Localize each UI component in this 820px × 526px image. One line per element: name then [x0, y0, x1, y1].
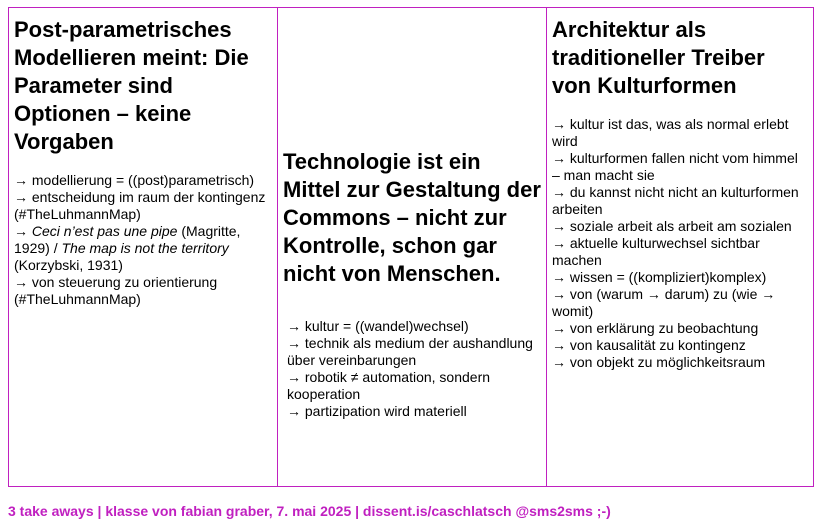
list-item: → kultur ist das, was als normal erlebt wird: [552, 116, 789, 149]
list-item: → technik als medium der aushandlung über vereinbarungen: [287, 335, 533, 368]
column-1: [9, 8, 278, 486]
column-heading: Post-parametrisches Modellieren meint: Die Parameter sind Optionen – keine Vorgaben: [14, 17, 249, 154]
list-item: → von objekt zu möglichkeitsraum: [552, 354, 766, 370]
footer-credits: 3 take aways | klasse von fabian graber, 7. mai 2025 | dissent.is/caschlatsch @sms2sms ;-): [8, 503, 611, 519]
list-item: → von steuerung zu orientierung (#TheLuhmannMap): [14, 274, 218, 307]
list-item: → partizipation wird materiell: [287, 403, 467, 419]
list-item: → von (warum → darum) zu (wie → womit): [552, 286, 776, 319]
list-item: → entscheidung im raum der kontingenz (#TheLuhmannMap): [14, 189, 266, 222]
list-item: → modellierung = ((post)parametrisch): [14, 172, 255, 188]
text-segment: (Magritte, 1929) /: [14, 223, 241, 256]
list-item: → wissen = ((kompliziert)komplex): [552, 269, 767, 285]
takeaway-list: [14, 172, 272, 308]
list-item: → robotik ≠ automation, sondern kooperation: [287, 369, 491, 402]
takeaways-table: [8, 7, 814, 487]
list-item: → aktuelle kulturwechsel sichtbar machen: [552, 235, 760, 268]
list-item: → von kausalität zu kontingenz: [552, 337, 746, 353]
italic-citation: The map is not the territory: [61, 240, 229, 256]
list-item: → soziale arbeit als arbeit am sozialen: [552, 218, 792, 234]
list-item: → du kannst nicht nicht an kulturformen arbeiten: [552, 184, 799, 217]
takeaway-list: [283, 318, 541, 420]
column-heading: Architektur als traditioneller Treiber von Kulturformen: [552, 17, 765, 98]
column-heading: Technologie ist ein Mittel zur Gestaltung der Commons – nicht zur Kontrolle, schon gar nicht von Menschen.: [283, 149, 541, 286]
column-2: [278, 8, 547, 486]
text-segment: →: [14, 223, 32, 239]
italic-citation: Ceci n’est pas une pipe: [31, 223, 178, 239]
column-3: [547, 8, 813, 486]
text-segment: (Korzybski, 1931): [14, 257, 123, 273]
list-item: → kultur = ((wandel)wechsel): [287, 318, 469, 334]
list-item: → von erklärung zu beobachtung: [552, 320, 759, 336]
list-item: [14, 223, 272, 274]
takeaway-list: [552, 116, 808, 371]
list-item: → kulturformen fallen nicht vom himmel – man macht sie: [552, 150, 798, 183]
